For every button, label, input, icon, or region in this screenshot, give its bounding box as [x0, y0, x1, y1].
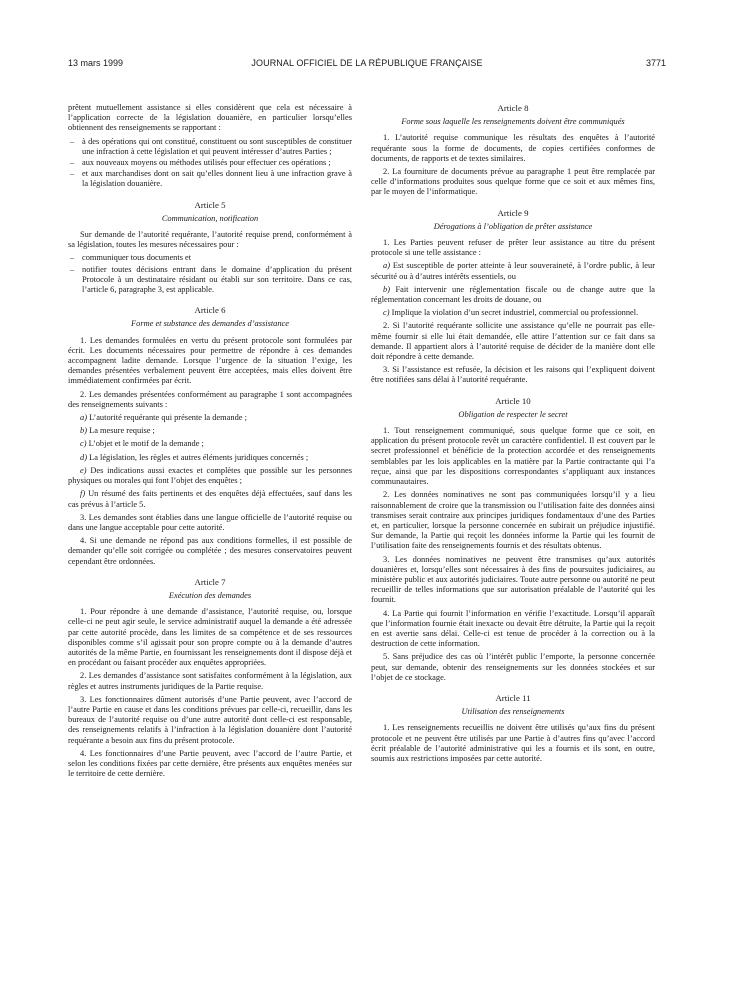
item-letter: c)	[383, 308, 390, 318]
item-letter: d)	[80, 452, 87, 462]
paragraph: 3. Les demandes sont établies dans une langue officielle de l’autorité requise ou dans une langue acceptable pour cette autorité.	[68, 512, 352, 532]
article-10-subtitle: Obligation de respecter le secret	[458, 409, 568, 419]
article-10-title: Article 10	[495, 395, 531, 406]
paragraph: 4. Les fonctionnaires d’une Partie peuvent, avec l’accord de l’autre Partie, et selon les conditions fixées par cette dernière, être présents aux enquêtes menées sur le territoire de cette dernière.	[68, 748, 352, 779]
item-text: Fait intervenir une réglementation fiscale ou de change autre que la réglementation concernant les droits de douane, ou	[371, 284, 655, 305]
paragraph: 3. Les données nominatives ne peuvent être transmises qu’aux autorités douanières et, lorsqu’elles sont nécessaires à des fins de poursuites judiciaires, au ministère public et aux autorités judiciaires. Toute autre personne ou autorité ne peut recueillir de telles informations que sur autorisation préalable de l’autorité qui les fournit.	[371, 554, 655, 605]
paragraph: 5. Sans préjudice des cas où l’intérêt public l’emporte, la personne concernée peut, sur demande, obtenir des renseignements sur les données stockées et sur l’objet de ce stockage.	[371, 652, 655, 682]
paragraph: 3. Les fonctionnaires dûment autorisés d’une Partie peuvent, avec l’accord de l’autre Partie en cause et dans les conditions prévues par celle-ci, recueillir, dans les bureaux de l’autorité requise ou d’une autre autorité dont celle-ci est responsable, des renseignements relatifs à l’infraction à la législation douanière dont l’autorité requérante a besoin aux fins du présent protocole.	[68, 694, 352, 745]
paragraph: 3. Si l’assistance est refusée, la décision et les raisons qui l’expliquent doivent être notifiées sans délai à l’autorité requérante.	[371, 365, 655, 385]
paragraph: Sur demande de l’autorité requérante, l’autorité requise prend, conformément à sa législation, toutes les mesures nécessaires pour :	[68, 230, 352, 250]
paragraph: 2. Si l’autorité requérante sollicite une assistance qu’elle ne pourrait pas elle-même fournir si elle lui était demandée, elle attire l’attention sur ce fait dans sa demande. Il appartient alors à l’autorité requise de décider de la manière dont elle doit répondre à cette demande.	[371, 321, 655, 362]
lettered-item	[68, 466, 352, 486]
list-item: – et aux marchandises dont on sait qu’elles donnent lieu à une infraction grave à la législation douanière.	[68, 169, 352, 189]
paragraph: 2. La fourniture de documents prévue au paragraphe 1 peut être remplacée par celle d’informations produites sous quelque forme que ce soit et aux mêmes fins, par le moyen de l’informatique.	[371, 167, 655, 197]
article-7-title: Article 7	[194, 576, 226, 587]
item-letter: b)	[383, 284, 390, 294]
intro-paragraph: prêtent mutuellement assistance si elles considèrent que cela est nécessaire à l’application correcte de la législation douanière, en particulier lorsqu’elles obtiennent des renseignements se rapportant :	[68, 103, 352, 133]
paragraph: 1. Les Parties peuvent refuser de prêter leur assistance au titre du présent protocole si une telle assistance :	[371, 238, 655, 258]
lettered-item	[371, 308, 655, 318]
item-text: Un résumé des faits pertinents et des enquêtes déjà effectuées, sauf dans les cas prévus à l’article 5.	[68, 489, 352, 509]
item-text: L’autorité requérante qui présente la demande ;	[89, 413, 247, 423]
list-item: – à des opérations qui ont constitué, constituent ou sont susceptibles de constituer une infraction à cette législation et qui peuvent intéresser d’autres Parties ;	[68, 137, 352, 157]
article-6-subtitle: Forme et substance des demandes d’assistance	[131, 319, 289, 329]
list-item: – notifier toutes décisions entrant dans le domaine d’application du présent Protocole à un destinataire résidant ou établi sur son territoire. Dans ce cas, l’article 6, paragraphe 3, est applicable.	[68, 265, 352, 296]
lettered-item	[68, 489, 352, 509]
journal-title: JOURNAL OFFICIEL DE LA RÉPUBLIQUE FRANÇAISE	[251, 58, 483, 68]
item-letter: f)	[80, 489, 86, 499]
article-7-subtitle: Exécution des demandes	[168, 590, 252, 600]
lettered-item	[68, 413, 352, 423]
item-text: Des indications aussi exactes et complètes que possible sur les personnes physiques ou morales qui font l’objet des enquêtes ;	[68, 465, 352, 486]
paragraph: 1. Les demandes formulées en vertu du présent protocole sont formulées par écrit. Les documents nécessaires pour permettre de répondre à ces demandes accompagnent ladite demande. Lorsque l’urgence de la situation l’exige, les demandes présentées verbalement peuvent être acceptées, mais elles doivent être immédiatement confirmées par écrit.	[68, 335, 352, 386]
paragraph: 1. Tout renseignement communiqué, sous quelque forme que ce soit, en application du présent protocole revêt un caractère confidentiel. Il est couvert par le secret professionnel et bénéficie de la protection accordée et des renseignements semblables par les lois applicables en la matière par la Partie contractante qui l’a reçue, ainsi que par les dispositions correspondantes s’appliquant aux instances communautaires.	[371, 426, 655, 487]
paragraph: 2. Les demandes d’assistance sont satisfaites conformément à la législation, aux règles et autres instruments juridiques de la Partie requise.	[68, 671, 352, 691]
article-8-title: Article 8	[497, 103, 529, 113]
right-column	[371, 103, 655, 767]
item-text: La législation, les règles et autres éléments juridiques concernés ;	[89, 452, 309, 462]
article-5-subtitle: Communication, notification	[161, 213, 259, 223]
lettered-item	[68, 453, 352, 463]
item-text: Est susceptible de porter atteinte à leur souveraineté, à l’ordre public, à leur sécurité ou à d’autres intérêts essentiels, ou	[371, 261, 655, 281]
paragraph: 2. Les demandes présentées conformément au paragraphe 1 sont accompagnées des renseignements suivants :	[68, 389, 352, 409]
item-text: L’objet et le motif de la demande ;	[88, 439, 204, 449]
lettered-item	[68, 426, 352, 436]
lettered-item	[371, 285, 655, 305]
article-11-title: Article 11	[495, 692, 531, 703]
lettered-item	[371, 261, 655, 281]
page-header	[68, 58, 666, 72]
item-letter: c)	[80, 439, 87, 449]
paragraph: 4. Si une demande ne répond pas aux conditions formelles, il est possible de demander qu’elle soit corrigée ou complétée ; des mesures conservatoires peuvent cependant être ordonnées.	[68, 536, 352, 566]
list-item: – communiquer tous documents et	[68, 253, 352, 263]
article-5-list	[68, 253, 352, 295]
paragraph: 2. Les données nominatives ne sont pas communiquées lorsqu’il y a lieu raisonnablement de croire que la transmission ou l’utilisation faite des données ainsi transmises serait contraire aux principes juridiques fondamentaux d’une des Parties et, en particulier, lorsque la personne concernée en subirait un préjudice injustifié. Sur demande, la Partie qui reçoit les données informe la Partie qui les fournit de l’utilisation faite des renseignements fournis et des résultats obtenus.	[371, 490, 655, 551]
article-5-title: Article 5	[194, 199, 226, 210]
article-8-subtitle: Forme sous laquelle les renseignements doivent être communiqués	[401, 117, 625, 127]
lettered-item	[68, 439, 352, 449]
item-letter: a)	[80, 413, 87, 423]
header-date: 13 mars 1999	[68, 58, 124, 68]
item-letter: a)	[383, 261, 390, 271]
item-letter: e)	[80, 465, 87, 475]
page-number: 3771	[645, 58, 666, 68]
left-column	[68, 103, 352, 782]
item-text: Implique la violation d’un secret industriel, commercial ou professionnel.	[391, 308, 639, 318]
intro-list	[68, 137, 352, 190]
paragraph: 4. La Partie qui fournit l’information en vérifie l’exactitude. Lorsqu’il apparaît que l’information fournie était inexacte ou devait être détruite, la Partie qui la reçoit en est avertie sans délai. Celle-ci est tenue de procéder à la correction ou à la destruction de cette information.	[371, 608, 655, 649]
article-11-subtitle: Utilisation des renseignements	[461, 707, 565, 717]
paragraph: 1. Pour répondre à une demande d’assistance, l’autorité requise, ou, lorsque celle-ci ne peut agir seule, le service administratif auquel la demande a été adressée par cette autorité procède, dans les limites de sa compétence et de ses ressources disponibles comme s’il agissait pour son propre compte ou à la demande d’autres autorités de la même Partie, en fournissant les renseignements dont il dispose déjà et en procédant ou faisant procéder aux enquêtes appropriées.	[68, 607, 352, 668]
article-9-subtitle: Dérogations à l’obligation de prêter assistance	[433, 221, 593, 231]
item-text: La mesure requise ;	[89, 426, 155, 436]
article-9-title: Article 9	[497, 207, 529, 218]
article-6-title: Article 6	[194, 305, 226, 316]
list-item: – aux nouveaux moyens ou méthodes utilisés pour effectuer ces opérations ;	[68, 158, 352, 168]
item-letter: b)	[80, 426, 87, 436]
paragraph: 1. L’autorité requise communique les résultats des enquêtes à l’autorité requérante sous la forme de documents, de copies certifiées conformes de documents, de rapports et de textes similaires.	[371, 133, 655, 163]
paragraph: 1. Les renseignements recueillis ne doivent être utilisés qu’aux fins du présent protocole et ne peuvent être utilisés par une Partie à d’autres fins qu’avec l’accord écrit préalable de l’autorité administrative qui les a fournis et ils sont, en outre, soumis aux restrictions imposées par cette autorité.	[371, 723, 655, 763]
